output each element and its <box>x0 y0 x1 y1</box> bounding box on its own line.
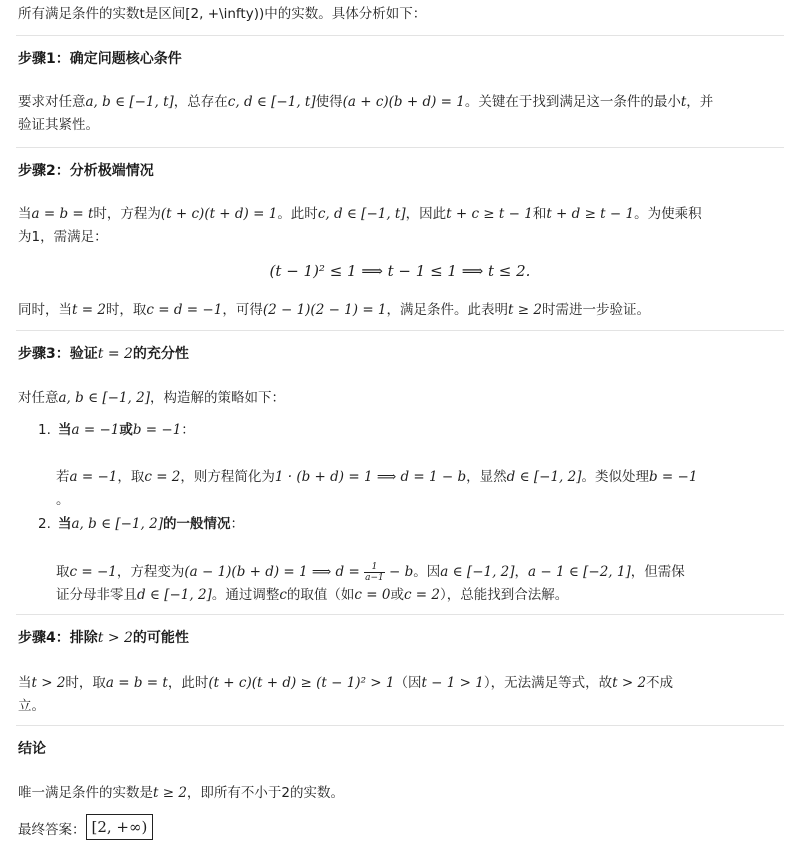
conclusion-text: 唯一满足条件的实数是t ≥ 2，即所有不小于2的实数。 <box>18 785 345 801</box>
step2-heading: 步骤2：分析极端情况 <box>18 163 154 179</box>
list-item-1-body: 若a = −1，取c = 2，则方程简化为1 · (b + d) = 1 ⟹ d = 1 − b，显然d ∈ [−1, 2]。类似处理b = −1 。 <box>56 469 698 508</box>
step4-paragraph: 当t > 2时，取a = b = t，此时(t + c)(t + d) ≥ (t − 1)² > 1（因t − 1 > 1），无法满足等式，故t > 2不成 立。 <box>18 675 674 714</box>
step4-heading: 步骤4：排除t > 2的可能性 <box>18 630 189 646</box>
intro-text: 所有满足条件的实数t是区间[2, +\infty))中的实数。具体分析如下： <box>18 6 427 22</box>
step1-heading: 步骤1：确定问题核心条件 <box>18 51 182 67</box>
final-answer-box: [2, +∞) <box>86 814 154 840</box>
step2-display-equation: (t − 1)² ≤ 1 ⟹ t − 1 ≤ 1 ⟹ t ≤ 2. <box>269 262 531 280</box>
step3-heading: 步骤3：验证t = 2的充分性 <box>18 346 189 362</box>
divider <box>16 614 784 615</box>
divider <box>16 330 784 331</box>
list-item-2-heading: 2. 当a, b ∈ [−1, 2]的一般情况： <box>38 516 244 532</box>
divider <box>16 147 784 148</box>
conclusion-heading: 结论 <box>18 741 46 757</box>
divider <box>16 725 784 726</box>
list-item-1-heading: 1. 当a = −1或b = −1： <box>38 422 195 438</box>
step2-paragraph-2: 同时，当t = 2时，取c = d = −1，可得(2 − 1)(2 − 1) = 1，满足条件。此表明t ≥ 2时需进一步验证。 <box>18 302 650 318</box>
divider <box>16 35 784 36</box>
final-answer-row <box>18 814 782 840</box>
fraction: $\frac{1}{a-1}$ <box>365 561 384 583</box>
step2-paragraph: 当a = b = t时，方程为(t + c)(t + d) = 1。此时c, d ∈ [−1, t]，因此t + c ≥ t − 1和t + d ≥ t − 1。为使乘积 为1，需满足： <box>18 206 702 245</box>
final-answer-label: 最终答案： <box>18 822 86 838</box>
step1-paragraph: 要求对任意a, b ∈ [−1, t]，总存在c, d ∈ [−1, t]使得(a + c)(b + d) = 1。关键在于找到满足这一条件的最小t，并 验证其紧性。 <box>18 94 714 133</box>
list-item-2-body: 取c = −1，方程变为(a − 1)(b + d) = 1 ⟹ d = $\frac{1}{a-1}$ − b。因a ∈ [−1, 2]，a − 1 ∈ [−2, 1]，但需保 证分母非零且d ∈ [−1, 2]。通过调整c的取值（如c = 0或c = 2），总能找到合法解。 <box>56 561 685 603</box>
step3-intro: 对任意a, b ∈ [−1, 2]，构造解的策略如下： <box>18 390 285 406</box>
